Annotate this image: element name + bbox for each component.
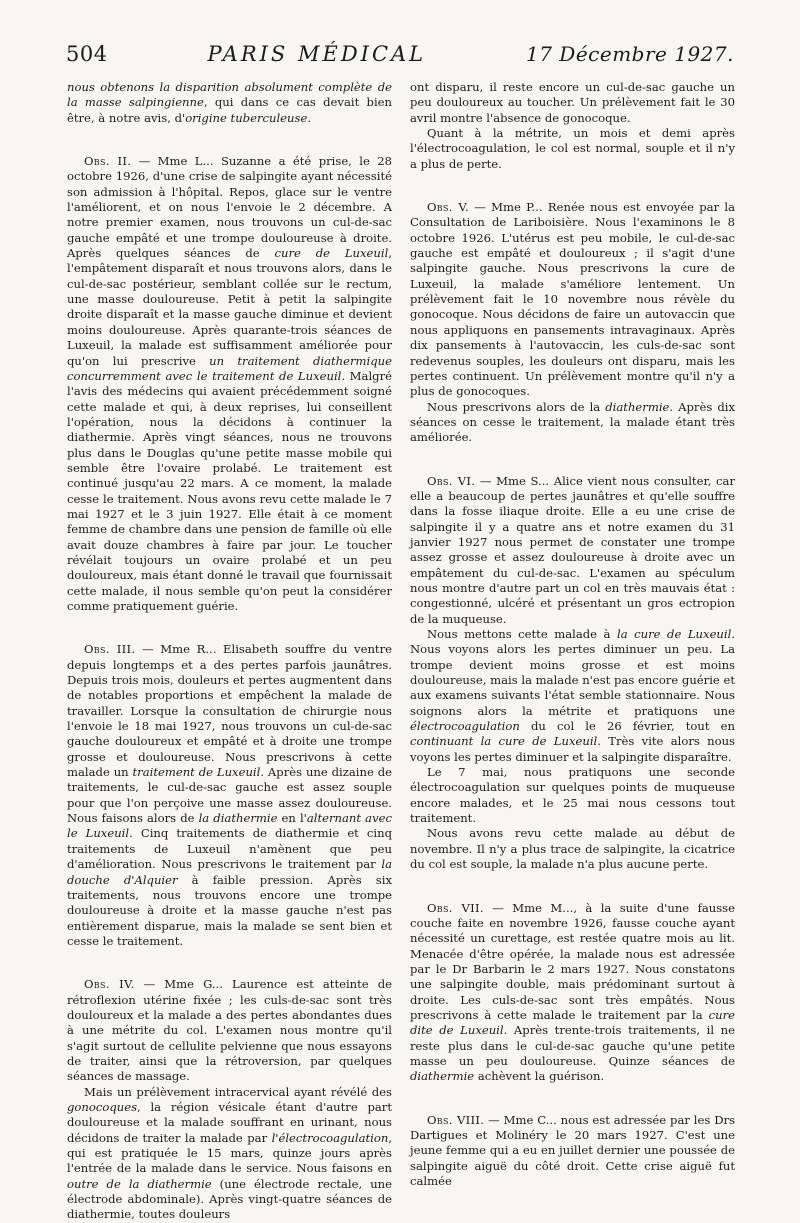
text-run: Nous avons revu cette malade au début de novembre. Il n'y a plus trace de salpingite, la cicatrice du col est souple, la malade n'a plus aucune perte. [410,826,735,872]
paragraph [410,826,735,872]
text-run: du col le 26 février, tout en [519,719,735,734]
page-number: 504 [66,42,108,66]
text-run: Nous mettons cette malade à [427,627,618,641]
text-run: . Après une dizaine de traitements, le cul-de-sac gauche est assez souple pour que l'on perçoive une masse assez douloureuse. Nous faisons alors de [67,765,392,826]
italic-text: origine tuberculeuse [185,110,308,125]
observation-label: Obs. V. [427,200,469,215]
text-run: , qui est pratiquée le 15 mars, quinze jours après l'entrée de la malade dans le service. Nous faisons en [67,1130,392,1176]
observation-paragraph [410,901,735,1085]
text-run: (une électrode rectale, une électrode abdominale). Après vingt-quatre séances de diathermie, toutes douleurs [67,1176,392,1222]
text-run: Mais un prélèvement intracervical ayant révélé des [84,1084,392,1099]
paragraph [410,627,735,765]
paragraph [410,400,735,446]
paragraph [410,126,735,172]
observation-paragraph [67,642,392,949]
italic-text: l'électrocoagulation [271,1130,389,1145]
italic-text: continuant la cure de Luxeuil [410,734,598,749]
observation-paragraph [410,200,735,399]
observation-label: Obs. II. [84,154,132,169]
text-run: — Mme S... Alice vient nous consulter, car elle a beaucoup de pertes jaunâtres et qu'elle souffre dans la fosse iliaque droite. Elle a eu une crise de salpingite il y a quatre ans et notre examen du 31 janvier 1927 nous permet de constater une trompe assez grosse et assez douloureuse à droite avec un empâtement du cul-de-sac. L'examen au spéculum nous montre d'autre part un col en très mauvais état : congestionné, ulcéré et présentant un gros ectropion de la muqueuse. [410,473,735,626]
observation-paragraph [67,977,392,1084]
observation-label: Obs. IV. [84,977,135,992]
text-run: — Mme G... Laurence est atteinte de rétroflexion utérine fixée ; les culs-de-sac sont très douloureux et la malade a des pertes abondantes dues à une métrite du col. L'examen nous montre qu'il s'agit surtout de cellulite pelvienne que nous essayons de traiter, ainsi que la rétroversion, par quelques séances de massage. [67,977,392,1084]
italic-text: un traitement diathermique concurremment avec le traitement de Luxeuil [67,353,393,383]
observation-label: Obs. III. [84,642,136,657]
italic-text: diathermie [410,1069,475,1084]
text-run: Quant à la métrite, un mois et demi après l'électrocoagulation, le col est normal, souple et il n'y a plus de perte. [410,126,735,171]
text-run: . [307,110,312,125]
text-run: . Très vite alors nous voyons les pertes diminuer et la salpingite disparaître. [410,734,735,764]
page-header [66,42,734,78]
italic-text: électrocoagulation [410,719,520,734]
text-run: . Cinq traitements de diathermie et cinq traitements de Luxeuil n'amènent que peu d'amélioration. Nous prescrivons le traitement par [67,826,392,872]
paragraph [410,765,735,826]
text-run: . Nous voyons alors les pertes diminuer un peu. La trompe devient moins grosse et est moins douloureuse, mais la malade n'est pas encore guérie et aux examens suivants l'état semble stationnaire. Nous soignons alors la métrite et pratiquons une [410,627,735,718]
journal-title: PARIS MÉDICAL [207,42,427,66]
text-run: . Après dix séances on cesse le traitement, la malade étant très améliorée. [410,399,735,445]
text-run: — Mme M..., à la suite d'une fausse couche faite en novembre 1926, fausse couche ayant nécessité un curettage, est restée quatre mois au lit. Menacée d'être opérée, la malade nous est adressée par le Dr Barbarin le 2 mars 1927. Nous constatons une salpingite double, mais prédominant surtout à droite. Les culs-de-sac sont très empâtés. Nous prescrivons à cette malade le traitement par la [410,900,735,1022]
text-run: en l' [277,811,307,826]
continued-paragraph [67,80,392,126]
italic-text: outre de la diathermie [67,1176,212,1191]
observation-label: Obs. VII. [427,900,484,915]
italic-text: la cure de Luxeuil [617,627,732,641]
italic-text: nous obtenons la disparition absolument complète de la masse salpingienne [67,80,392,110]
text-run: Nous prescrivons alors de la [427,399,606,414]
text-run: — Mme P... Renée nous est envoyée par la Consultation de Lariboisière. Nous l'examinons le 8 octobre 1926. L'utérus est peu mobile, le cul-de-sac gauche est empâté et douloureux ; il s'agit d'une salpingite gauche. Nous prescrivons la cure de Luxeuil, la malade s'améliore lentement. Un prélèvement fait le 10 novembre nous révèle du gonocoque. Nous décidons de faire un autovaccin que nous appliquons en pansements intravaginaux. Après dix pansements à l'autovaccin, les culs-de-sac sont redevenus souples, les douleurs ont disparu, mais les pertes continuent. Un prélèvement montre qu'il n'y a plus de gonocoques. [410,200,736,399]
italic-text: gonocoques [67,1099,138,1114]
observation-label: Obs. VI. [427,473,476,488]
text-run: Le 7 mai, nous pratiquons une seconde électrocoagulation sur quelques points de muqueuse encore malades, et le 25 mai nous cessons tout traitement. [410,765,735,826]
italic-text: la diathermie [198,811,278,826]
issue-date: 17 Décembre 1927. [526,42,734,66]
italic-text: traitement de Luxeuil [132,765,261,780]
italic-text: diathermie [605,399,670,414]
text-run: achèvent la guérison. [474,1069,605,1084]
italic-text: alternant avec le Luxeuil [67,811,392,841]
text-run: — Mme L... Suzanne a été prise, le 28 octobre 1926, d'une crise de salpingite ayant nécessité son admission à l'hôpital. Repos, glace sur le ventre l'améliorent, et on nous l'envoie le 2 décembre. A notre premier examen, nous trouvons un cul-de-sac gauche empâté et une trompe douloureuse à droite. Après quelques séances de [67,154,393,261]
text-run: , qui dans ce cas devait bien être, à notre avis, d' [67,95,392,125]
text-run: — Mme R... Elisabeth souffre du ventre depuis longtemps et a des pertes parfois jaunâtres. Depuis trois mois, douleurs et pertes augmentent dans de notables proportions et empêchent la malade de travailler. Lorsque la consultation de chirurgie nous l'envoie le 18 mai 1927, nous trouvons un cul-de-sac gauche douloureux et empâté et à droite une trompe grosse et douloureuse. Nous prescrivons à cette malade un [67,642,392,780]
continued-paragraph [410,80,735,126]
right-text-column [410,80,735,1189]
paragraph [67,1085,392,1223]
left-text-column [67,80,392,1223]
text-run: à faible pression. Après six traitements, nous trouvons encore une trompe douloureuse à droite et la masse gauche n'est pas entièrement disparue, mais la malade se sent bien et cesse le traitement. [67,872,392,948]
text-run: . Malgré l'avis des médecins qui avaient précédemment soigné cette malade et qui, à deux reprises, lui conseillent l'opération, nous la décidons à continuer la diathermie. Après vingt séances, nous ne trouvons plus dans le Douglas qu'une petite masse mobile qui semble être l'ovaire prolabé. Le traitement est continué jusqu'au 22 mars. A ce moment, la malade cesse le traitement. Nous avons revu cette malade le 7 mai 1927 et le 3 juin 1927. Elle était à ce moment femme de chambre dans une pension de famille où elle avait douze chambres à faire par jour. Le toucher révélait toujours un ovaire prolabé et un peu douloureux, mais étant donné le travail que fournissait cette malade, il nous semble qu'on peut la considérer comme pratiquement guérie. [67,368,392,613]
observation-label: Obs. VIII. [427,1112,485,1127]
text-run: . Après trente-trois traitements, il ne reste plus dans le cul-de-sac gauche qu'une petite masse un peu douloureuse. Quinze séances de [410,1023,735,1068]
italic-text: la douche d'Alquier [67,857,392,887]
observation-paragraph [67,154,392,614]
text-run: ont disparu, il reste encore un cul-de-sac gauche un peu douloureux au toucher. Un prélèvement fait le 30 avril montre l'absence de gonocoque. [410,80,735,125]
observation-paragraph [410,474,735,627]
text-run: , l'empâtement disparaît et nous trouvons alors, dans le cul-de-sac postérieur, semblant collée sur le rectum, une masse douloureuse. Petit à petit la salpingite droite disparaît et la masse gauche diminue et devient moins douloureuse. Après quarante-trois séances de Luxeuil, la malade est suffisamment améliorée pour qu'on lui prescrive [67,246,392,368]
italic-text: cure dite de Luxeuil [410,1007,735,1038]
observation-paragraph [410,1113,735,1190]
text-run: , la région vésicale étant d'autre part douloureuse et la malade souffrant en urinant, nous décidons de traiter la malade par [67,1099,392,1145]
italic-text: cure de Luxeuil [274,246,389,261]
text-run: — Mme C... nous est adressée par les Drs Dartigues et Molinéry le 20 mars 1927. C'est une jeune femme qui a eu en juillet dernier une poussée de salpingite aiguë du côté droit. Cette crise aiguë fut calmée [410,1112,735,1188]
